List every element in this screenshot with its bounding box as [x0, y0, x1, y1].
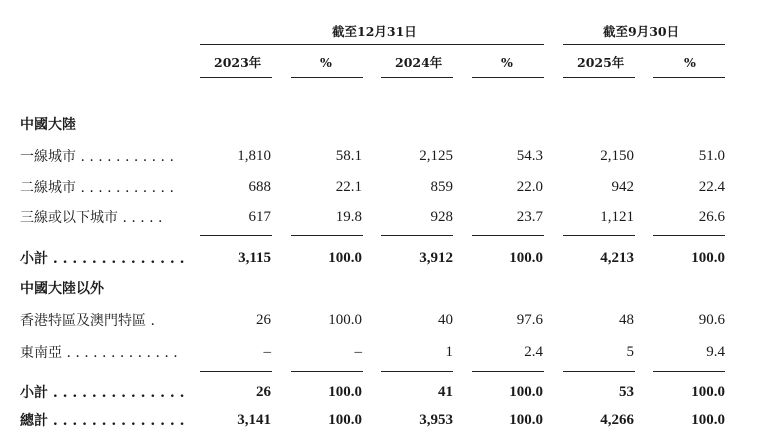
cell-tier2-pct-2024: 22.0: [516, 179, 543, 195]
subtotal-rule-1: [200, 235, 272, 236]
cell-subtotal-mainland-pct-2024: 100.0: [509, 250, 543, 266]
cell-tier2-2023: 688: [248, 179, 271, 195]
cell-subtotal-mainland-2024: 3,912: [419, 250, 453, 266]
col-rule-2023: [200, 77, 272, 78]
subtotal-rule-3: [381, 235, 453, 236]
cell-hk-macau-2023: 26: [256, 312, 271, 328]
cell-subtotal-outside-2024: 41: [438, 384, 453, 400]
subtotal2-rule-6: [653, 371, 725, 372]
cell-sea-pct-2025: 9.4: [706, 344, 725, 360]
cell-sea-2023: –: [263, 344, 271, 360]
cell-subtotal-outside-2023: 26: [256, 384, 271, 400]
cell-tier2-pct-2025: 22.4: [698, 179, 725, 195]
cell-subtotal-outside-2025: 53: [619, 384, 634, 400]
col-rule-pct-1: [291, 77, 363, 78]
cell-subtotal-outside-pct-2025: 100.0: [691, 384, 725, 400]
col-rule-2025: [563, 77, 635, 78]
cell-total-pct-2023: 100.0: [328, 412, 362, 428]
subtotal2-rule-5: [563, 371, 635, 372]
header-group-rule-sep30: [563, 44, 725, 45]
cell-hk-macau-2025: 48: [619, 312, 634, 328]
cell-tier1-2023: 1,810: [237, 148, 271, 164]
col-header-2025: 2025年: [577, 55, 625, 70]
section-mainland: 中國大陸: [20, 117, 76, 133]
cell-tier2-2025: 942: [611, 179, 634, 195]
cell-tier3-2025: 1,121: [600, 209, 634, 225]
cell-total-2025: 4,266: [600, 412, 634, 428]
cell-tier2-pct-2023: 22.1: [335, 179, 362, 195]
cell-sea-pct-2024: 2.4: [524, 344, 543, 360]
col-rule-pct-2: [472, 77, 544, 78]
section-outside-mainland: 中國大陸以外: [20, 281, 104, 297]
col-rule-pct-3: [653, 77, 725, 78]
cell-hk-macau-pct-2025: 90.6: [698, 312, 725, 328]
row-label-tier2: 二線城市 . . . . . . . . . . .: [20, 180, 174, 196]
cell-sea-2025: 5: [626, 344, 634, 360]
subtotal-rule-6: [653, 235, 725, 236]
cell-tier3-pct-2023: 19.8: [335, 209, 362, 225]
cell-tier1-pct-2023: 58.1: [335, 148, 362, 164]
cell-subtotal-mainland-pct-2023: 100.0: [328, 250, 362, 266]
subtotal-rule-2: [291, 235, 363, 236]
col-header-pct-1: %: [320, 55, 332, 70]
cell-subtotal-outside-pct-2024: 100.0: [509, 384, 543, 400]
cell-tier1-2024: 2,125: [419, 148, 453, 164]
cell-subtotal-mainland-pct-2025: 100.0: [691, 250, 725, 266]
row-label-hk-macau: 香港特區及澳門特區 .: [20, 313, 155, 329]
row-label-subtotal-mainland: 小計 . . . . . . . . . . . . . .: [20, 251, 185, 267]
cell-subtotal-mainland-2023: 3,115: [238, 250, 271, 266]
col-header-pct-2: %: [501, 55, 513, 70]
row-label-tier3: 三線或以下城市 . . . . .: [20, 210, 163, 226]
cell-sea-pct-2023: –: [354, 344, 362, 360]
cell-tier3-pct-2024: 23.7: [516, 209, 543, 225]
row-label-tier1: 一線城市 . . . . . . . . . . .: [20, 149, 174, 165]
cell-total-2023: 3,141: [237, 412, 271, 428]
subtotal2-rule-1: [200, 371, 272, 372]
cell-tier1-pct-2024: 54.3: [516, 148, 543, 164]
col-header-pct-3: %: [684, 55, 696, 70]
col-rule-2024: [381, 77, 453, 78]
cell-tier3-2024: 928: [430, 209, 453, 225]
cell-sea-2024: 1: [445, 344, 453, 360]
cell-total-2024: 3,953: [419, 412, 453, 428]
row-label-subtotal-outside: 小計 . . . . . . . . . . . . . .: [20, 385, 185, 401]
subtotal2-rule-3: [381, 371, 453, 372]
cell-tier3-pct-2025: 26.6: [698, 209, 725, 225]
cell-total-pct-2024: 100.0: [509, 412, 543, 428]
row-label-total: 總計 . . . . . . . . . . . . . .: [20, 413, 185, 429]
col-header-2023: 2023年: [214, 55, 262, 70]
cell-total-pct-2025: 100.0: [691, 412, 725, 428]
cell-tier1-2025: 2,150: [600, 148, 634, 164]
header-group-dec31: 截至12月31日: [332, 24, 417, 39]
cell-tier1-pct-2025: 51.0: [698, 148, 725, 164]
cell-subtotal-outside-pct-2023: 100.0: [328, 384, 362, 400]
cell-hk-macau-2024: 40: [438, 312, 453, 328]
col-header-2024: 2024年: [395, 55, 443, 70]
cell-tier2-2024: 859: [430, 179, 453, 195]
subtotal2-rule-4: [472, 371, 544, 372]
cell-hk-macau-pct-2024: 97.6: [516, 312, 543, 328]
cell-tier3-2023: 617: [248, 209, 271, 225]
subtotal-rule-5: [563, 235, 635, 236]
cell-hk-macau-pct-2023: 100.0: [328, 312, 362, 328]
cell-subtotal-mainland-2025: 4,213: [600, 250, 634, 266]
subtotal-rule-4: [472, 235, 544, 236]
row-label-southeast-asia: 東南亞 . . . . . . . . . . . . .: [20, 345, 178, 361]
header-group-rule-dec31: [200, 44, 544, 45]
subtotal2-rule-2: [291, 371, 363, 372]
header-group-sep30: 截至9月30日: [603, 24, 680, 39]
